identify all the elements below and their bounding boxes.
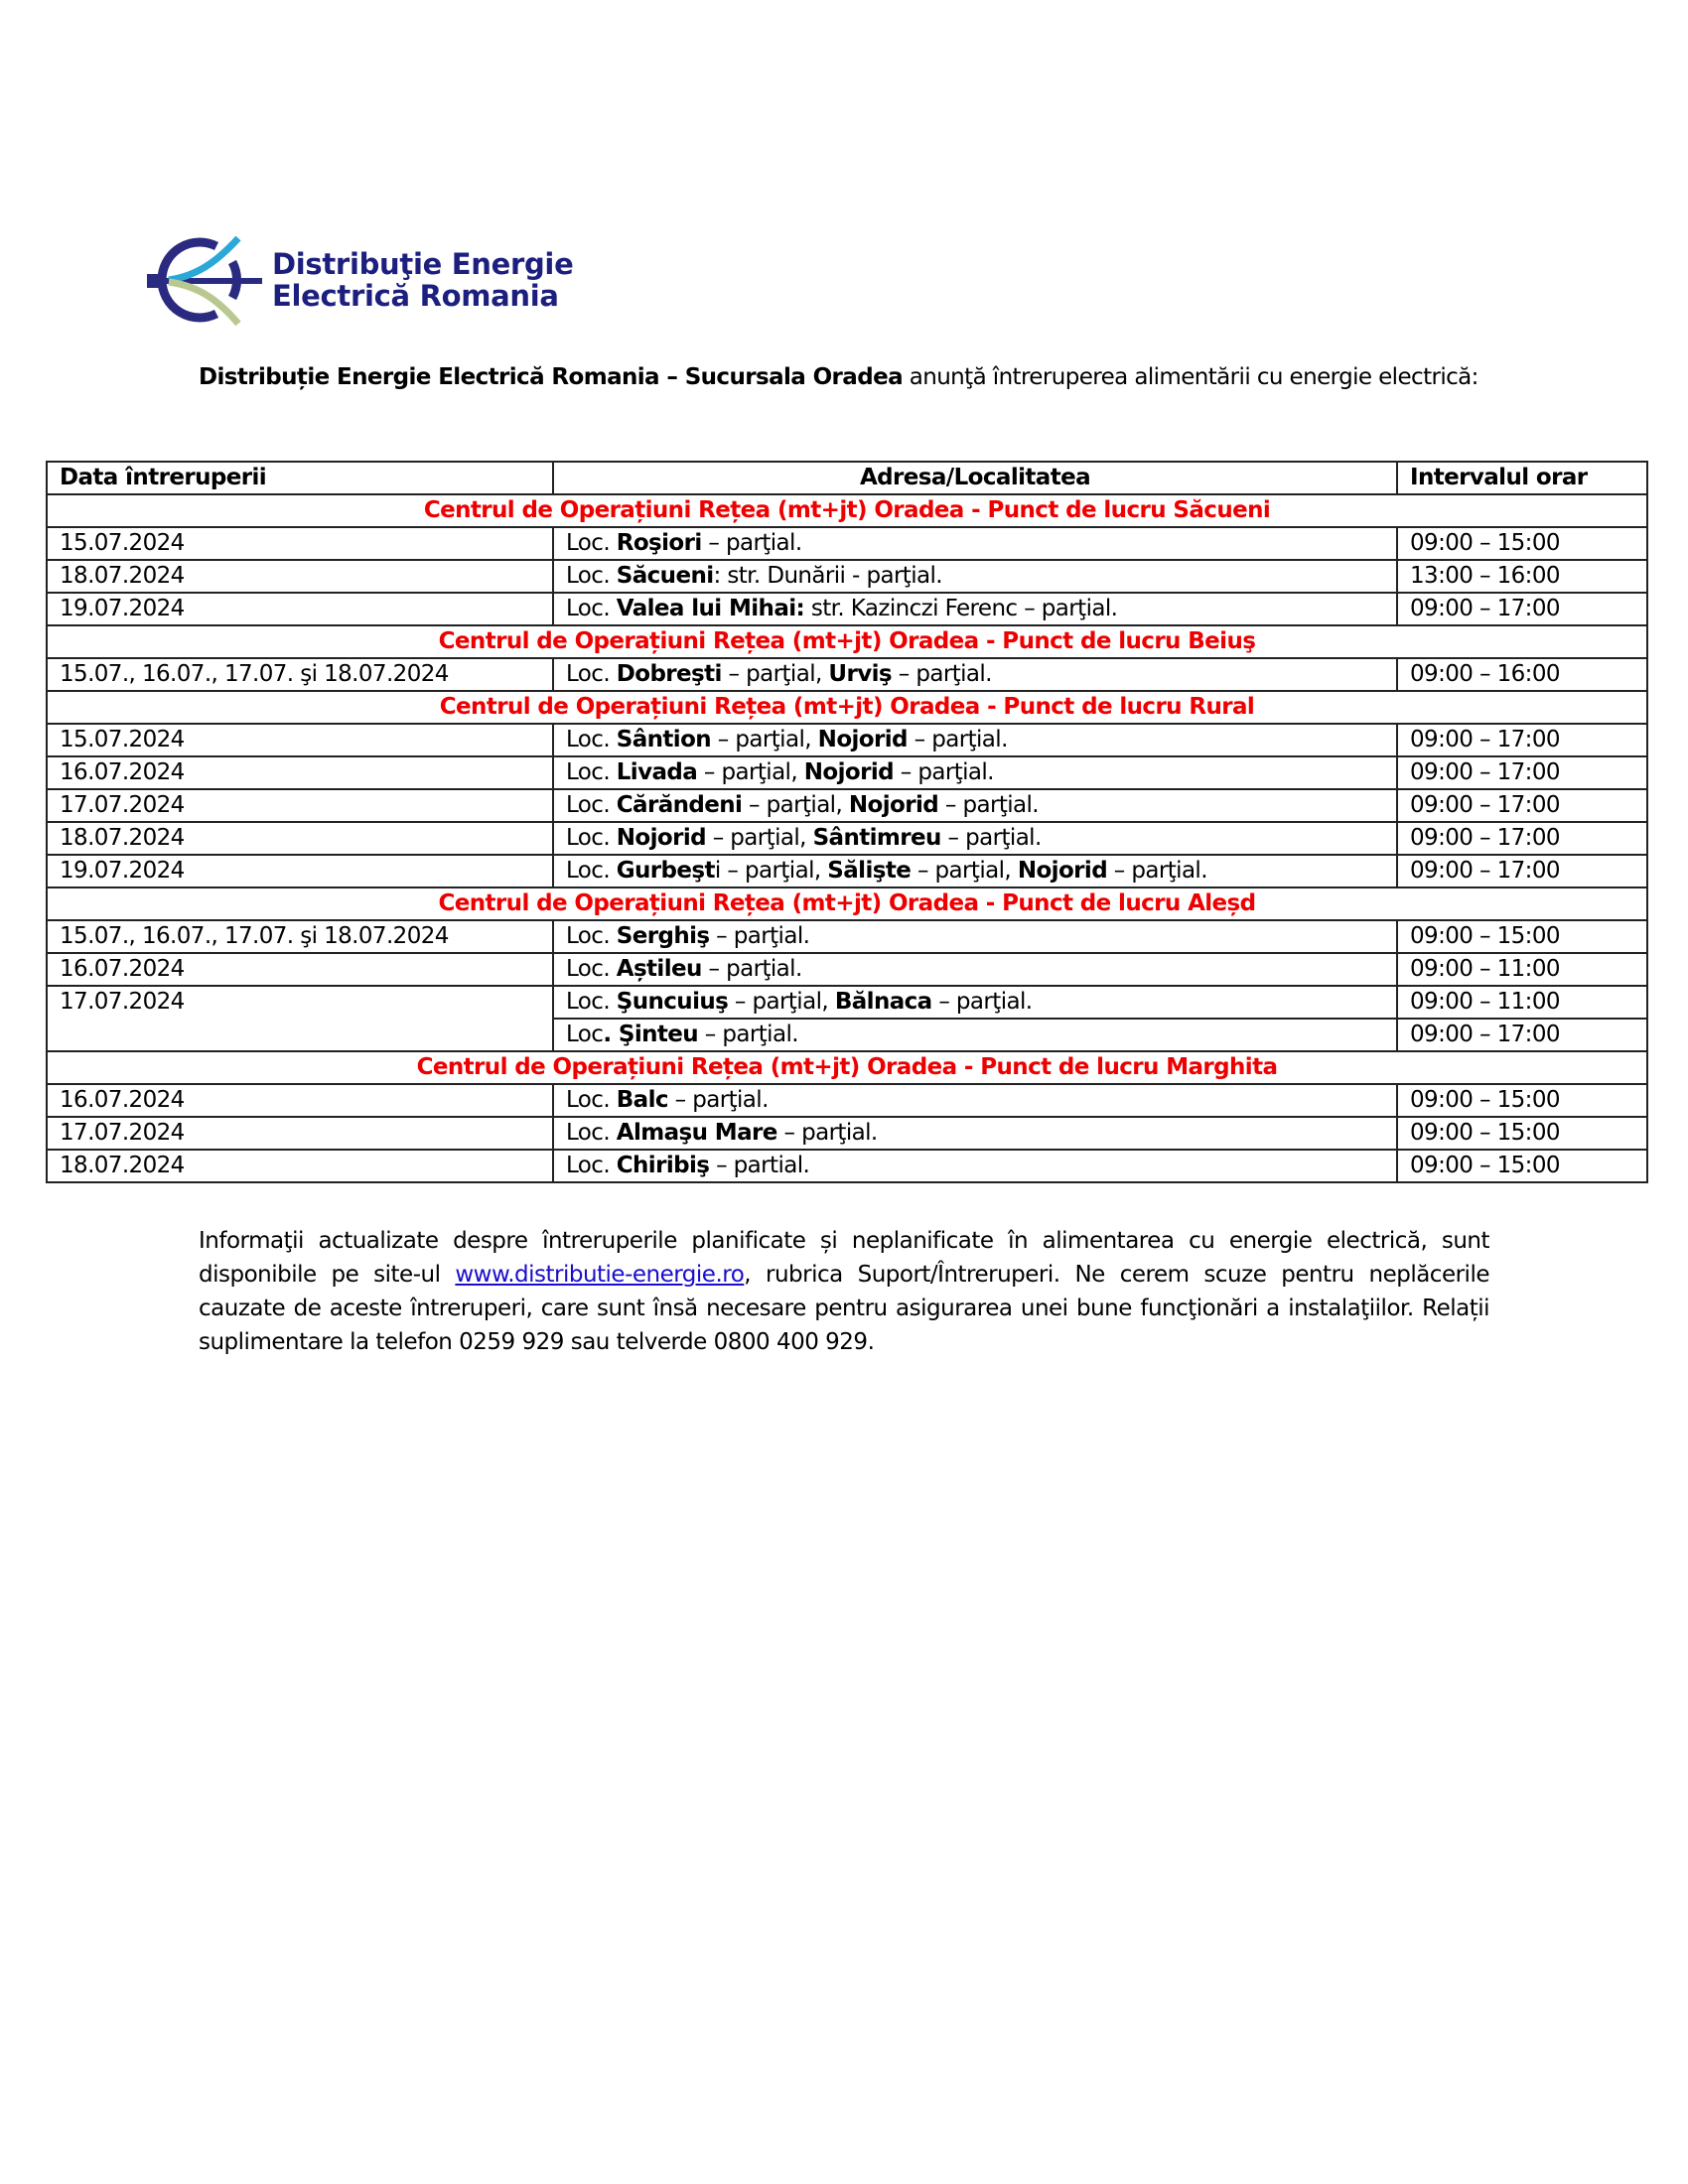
locality-name: Valea lui Mihai: [616,596,805,621]
locality-name: Nojorid [817,727,908,752]
cell-address [553,560,1397,593]
cell-date: 16.07.2024 [47,953,553,986]
table-row [47,1084,1647,1117]
cell-interval: 09:00 – 15:00 [1397,1084,1647,1117]
cell-interval: 09:00 – 17:00 [1397,593,1647,625]
footer-paragraph [199,1224,1489,1359]
table-row [47,789,1647,822]
outages-table [46,461,1648,1183]
address-text: Loc. [566,1153,617,1178]
address-text: Loc. [566,825,617,851]
cell-date: 17.07.2024 [47,789,553,822]
address-text: – parţial, [728,989,835,1015]
cell-address [553,1084,1397,1117]
locality-name: Roşiori [616,530,702,556]
footer-text-before-link: Informaţii actualizate despre întreruperile planificate și neplanificate în alimentarea cu energie electrică, sunt disponibile pe site-ul [199,1228,1489,1288]
cell-address [553,953,1397,986]
cell-date: 15.07.2024 [47,724,553,756]
section-row [47,1051,1647,1084]
header-interval: Intervalul orar [1397,462,1647,494]
address-text: – parţial, [711,727,818,752]
cell-date: 18.07.2024 [47,560,553,593]
address-text: Loc. [566,530,617,556]
cell-interval: 09:00 – 15:00 [1397,920,1647,953]
address-text: – parţial, [705,825,813,851]
address-text: Loc. [566,956,617,982]
address-text: Loc. [566,1087,617,1113]
table-row [47,1150,1647,1182]
address-text: – parţial. [907,727,1008,752]
cell-interval: 09:00 – 11:00 [1397,953,1647,986]
locality-name: Gurbeşt [616,858,715,884]
section-title: Centrul de Operațiuni Rețea (mt+jt) Oradea - Punct de lucru Aleșd [47,887,1647,920]
cell-interval: 09:00 – 15:00 [1397,1150,1647,1182]
address-text: – parţial. [1107,858,1207,884]
locality-name: Cărăndeni [616,792,743,818]
address-text: – parţial, [721,661,829,687]
address-text: Loc. [566,563,617,589]
address-text: – parţial, [697,759,804,785]
address-text: – parţial. [709,923,810,949]
cell-address [553,789,1397,822]
section-title: Centrul de Operațiuni Rețea (mt+jt) Oradea - Punct de lucru Marghita [47,1051,1647,1084]
locality-name: Nojorid [616,825,706,851]
cell-address [553,1150,1397,1182]
section-title: Centrul de Operațiuni Rețea (mt+jt) Oradea - Punct de lucru Săcueni [47,494,1647,527]
table-body [47,494,1647,1182]
cell-interval: 09:00 – 17:00 [1397,789,1647,822]
logo-emblem-icon [147,232,264,328]
address-text: : str. Dunării - parţial. [713,563,943,589]
locality-name: Nojorid [848,792,939,818]
section-row [47,887,1647,920]
table-row [47,855,1647,887]
company-logo [147,230,584,330]
intro-paragraph [199,360,1489,394]
cell-interval: 09:00 – 15:00 [1397,527,1647,560]
address-text: – parţial. [892,661,992,687]
cell-address [553,527,1397,560]
address-text: – parţial. [667,1087,769,1113]
address-text: Loc. [566,596,617,621]
logo-line-2: Electrică Romania [272,279,559,313]
table-row [47,953,1647,986]
table-row [47,560,1647,593]
cell-address [553,855,1397,887]
table-row [47,822,1647,855]
table-row [47,658,1647,691]
locality-name: Şuncuiuş [616,989,729,1015]
address-text: – parţial, [911,858,1018,884]
table-header-row [47,462,1647,494]
locality-name: Livada [616,759,698,785]
section-row [47,625,1647,658]
locality-name: Dobreşti [616,661,722,687]
intro-company-name: Distribuție Energie Electrică Romania – Sucursala Oradea [199,364,904,390]
website-link[interactable]: www.distributie-energie.ro [455,1262,745,1288]
cell-date: 17.07.2024 [47,1117,553,1150]
address-text: Loc [566,1022,604,1047]
section-row [47,494,1647,527]
table-row [47,986,1647,1019]
locality-name: Bălnaca [834,989,932,1015]
cell-address [553,1117,1397,1150]
cell-date: 18.07.2024 [47,1150,553,1182]
address-text: Loc. [566,989,617,1015]
cell-date: 16.07.2024 [47,1084,553,1117]
cell-date: 19.07.2024 [47,855,553,887]
section-title: Centrul de Operațiuni Rețea (mt+jt) Oradea - Punct de lucru Rural [47,691,1647,724]
section-row [47,691,1647,724]
address-text: – parţial. [701,956,802,982]
locality-name: Serghiş [616,923,710,949]
table-row [47,593,1647,625]
cell-date: 19.07.2024 [47,593,553,625]
locality-name: Balc [616,1087,668,1113]
cell-interval: 09:00 – 16:00 [1397,658,1647,691]
address-text: str. Kazinczi Ferenc – parţial. [804,596,1118,621]
cell-interval: 09:00 – 15:00 [1397,1117,1647,1150]
address-text: – parţial. [698,1022,798,1047]
cell-interval: 09:00 – 17:00 [1397,855,1647,887]
locality-name: Urviş [828,661,893,687]
address-text: – parţial. [894,759,994,785]
address-text: Loc. [566,727,617,752]
cell-interval: 09:00 – 17:00 [1397,756,1647,789]
address-text: Loc. [566,759,617,785]
address-text: – parţial. [701,530,802,556]
locality-name: Săcueni [616,563,714,589]
cell-date: 15.07., 16.07., 17.07. şi 18.07.2024 [47,920,553,953]
locality-name: Aștileu [616,956,702,982]
cell-date: 17.07.2024 [47,986,553,1019]
locality-name: Sălişte [827,858,912,884]
locality-name: Sântimreu [812,825,941,851]
cell-interval: 13:00 – 16:00 [1397,560,1647,593]
cell-address [553,822,1397,855]
cell-date [47,1019,553,1051]
locality-name: Chiribiş [616,1153,710,1178]
cell-interval: 09:00 – 17:00 [1397,1019,1647,1051]
header-date: Data întreruperii [47,462,553,494]
table-row [47,1117,1647,1150]
address-text: Loc. [566,661,617,687]
header-address: Adresa/Localitatea [553,462,1397,494]
cell-address [553,658,1397,691]
cell-address [553,593,1397,625]
locality-name: . Şinteu [603,1022,699,1047]
address-text: Loc. [566,923,617,949]
section-title: Centrul de Operațiuni Rețea (mt+jt) Oradea - Punct de lucru Beiuş [47,625,1647,658]
address-text: – parţial. [931,989,1033,1015]
cell-address [553,724,1397,756]
cell-date: 16.07.2024 [47,756,553,789]
cell-interval: 09:00 – 17:00 [1397,822,1647,855]
logo-wordmark [272,248,573,312]
address-text: Loc. [566,792,617,818]
locality-name: Nojorid [1017,858,1108,884]
address-text: – parţial. [940,825,1042,851]
address-text: Loc. [566,858,617,884]
cell-date: 18.07.2024 [47,822,553,855]
table-row [47,527,1647,560]
intro-text: anunţă întreruperea alimentării cu energie electrică: [903,364,1478,390]
cell-interval: 09:00 – 11:00 [1397,986,1647,1019]
locality-name: Nojorid [803,759,895,785]
cell-address [553,1019,1397,1051]
locality-name: Almaşu Mare [616,1120,777,1146]
table-row [47,1019,1647,1051]
cell-address [553,986,1397,1019]
table-row [47,920,1647,953]
address-text: – parţial, [742,792,849,818]
address-text: – parţial. [938,792,1040,818]
cell-address [553,756,1397,789]
address-text: i – parţial, [714,858,828,884]
cell-address [553,920,1397,953]
footer-text-after-link: , rubrica Suport/Întreruperi. Ne cerem scuze pentru neplăcerile cauzate de aceste întreruperi, care sunt însă necesare pentru asigurarea unei bune funcţionări a instalaţiilor. Relații suplimentare la telefon 0259 929 sau telverde 0800 400 929. [199,1262,1489,1355]
address-text: – parţial. [776,1120,878,1146]
table-row [47,756,1647,789]
cell-date: 15.07.2024 [47,527,553,560]
cell-date: 15.07., 16.07., 17.07. şi 18.07.2024 [47,658,553,691]
logo-line-1: Distribuţie Energie [272,247,574,281]
locality-name: Sântion [616,727,712,752]
cell-interval: 09:00 – 17:00 [1397,724,1647,756]
address-text: – partial. [709,1153,810,1178]
address-text: Loc. [566,1120,617,1146]
table-row [47,724,1647,756]
